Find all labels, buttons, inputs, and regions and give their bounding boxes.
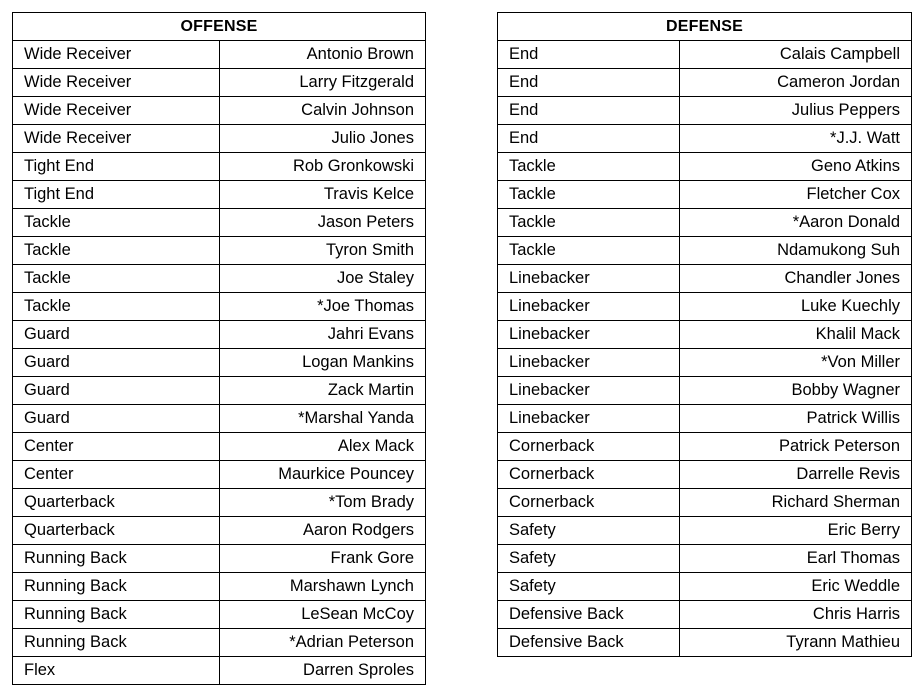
table-row (498, 97, 912, 125)
table-row (13, 153, 426, 181)
player-cell: *J.J. Watt (680, 125, 912, 153)
table-row (498, 489, 912, 517)
table-row (498, 153, 912, 181)
position-cell: End (498, 41, 680, 69)
position-cell: Defensive Back (498, 601, 680, 629)
table-row (498, 573, 912, 601)
position-cell: Linebacker (498, 377, 680, 405)
player-cell: LeSean McCoy (220, 601, 426, 629)
position-cell: Cornerback (498, 489, 680, 517)
player-cell: *Von Miller (680, 349, 912, 377)
table-row (498, 601, 912, 629)
table-row (13, 237, 426, 265)
table-row (498, 629, 912, 657)
table-row (13, 657, 426, 685)
table-row (13, 125, 426, 153)
player-cell: Jahri Evans (220, 321, 426, 349)
player-cell: Cameron Jordan (680, 69, 912, 97)
position-cell: End (498, 125, 680, 153)
table-row (13, 293, 426, 321)
player-cell: Patrick Peterson (680, 433, 912, 461)
player-cell: Jason Peters (220, 209, 426, 237)
table-row (13, 265, 426, 293)
table-row (498, 545, 912, 573)
position-cell: End (498, 97, 680, 125)
position-cell: Tackle (13, 265, 220, 293)
player-cell: Joe Staley (220, 265, 426, 293)
offense-header-row (13, 13, 426, 41)
player-cell: Frank Gore (220, 545, 426, 573)
position-cell: Safety (498, 517, 680, 545)
player-cell: Tyron Smith (220, 237, 426, 265)
position-cell: Wide Receiver (13, 125, 220, 153)
position-cell: Linebacker (498, 293, 680, 321)
position-cell: Tackle (498, 153, 680, 181)
player-cell: Julius Peppers (680, 97, 912, 125)
player-cell: *Tom Brady (220, 489, 426, 517)
player-cell: Chandler Jones (680, 265, 912, 293)
position-cell: Running Back (13, 573, 220, 601)
table-row (13, 69, 426, 97)
player-cell: Khalil Mack (680, 321, 912, 349)
player-cell: Chris Harris (680, 601, 912, 629)
position-cell: Tackle (13, 293, 220, 321)
position-cell: Flex (13, 657, 220, 685)
table-row (13, 97, 426, 125)
table-row (13, 433, 426, 461)
player-cell: Calvin Johnson (220, 97, 426, 125)
table-row (13, 573, 426, 601)
table-row (498, 433, 912, 461)
player-cell: Maurkice Pouncey (220, 461, 426, 489)
table-row (498, 321, 912, 349)
position-cell: Wide Receiver (13, 41, 220, 69)
table-row (13, 209, 426, 237)
table-row (498, 405, 912, 433)
table-row (498, 237, 912, 265)
position-cell: Wide Receiver (13, 97, 220, 125)
player-cell: *Aaron Donald (680, 209, 912, 237)
table-row (13, 377, 426, 405)
position-cell: Quarterback (13, 489, 220, 517)
table-row (498, 41, 912, 69)
player-cell: *Adrian Peterson (220, 629, 426, 657)
player-cell: Geno Atkins (680, 153, 912, 181)
table-row (498, 69, 912, 97)
position-cell: Tight End (13, 153, 220, 181)
player-cell: Marshawn Lynch (220, 573, 426, 601)
player-cell: Darrelle Revis (680, 461, 912, 489)
table-row (13, 321, 426, 349)
table-row (13, 181, 426, 209)
position-cell: End (498, 69, 680, 97)
position-cell: Tackle (13, 237, 220, 265)
position-cell: Wide Receiver (13, 69, 220, 97)
offense-table (12, 12, 426, 685)
player-cell: Luke Kuechly (680, 293, 912, 321)
position-cell: Guard (13, 349, 220, 377)
player-cell: Logan Mankins (220, 349, 426, 377)
player-cell: Eric Berry (680, 517, 912, 545)
position-cell: Guard (13, 321, 220, 349)
position-cell: Tackle (498, 181, 680, 209)
offense-title: OFFENSE (13, 13, 426, 41)
position-cell: Center (13, 461, 220, 489)
table-row (13, 517, 426, 545)
player-cell: Ndamukong Suh (680, 237, 912, 265)
player-cell: *Marshal Yanda (220, 405, 426, 433)
player-cell: Zack Martin (220, 377, 426, 405)
defense-header-row (498, 13, 912, 41)
table-row (498, 461, 912, 489)
table-row (498, 181, 912, 209)
player-cell: Calais Campbell (680, 41, 912, 69)
player-cell: Patrick Willis (680, 405, 912, 433)
position-cell: Linebacker (498, 349, 680, 377)
position-cell: Guard (13, 405, 220, 433)
table-row (498, 293, 912, 321)
table-row (498, 377, 912, 405)
defense-title: DEFENSE (498, 13, 912, 41)
position-cell: Tackle (498, 209, 680, 237)
player-cell: Larry Fitzgerald (220, 69, 426, 97)
position-cell: Center (13, 433, 220, 461)
player-cell: Earl Thomas (680, 545, 912, 573)
table-row (13, 41, 426, 69)
position-cell: Running Back (13, 545, 220, 573)
table-row (13, 489, 426, 517)
table-row (498, 349, 912, 377)
table-row (498, 517, 912, 545)
position-cell: Linebacker (498, 321, 680, 349)
position-cell: Safety (498, 545, 680, 573)
player-cell: *Joe Thomas (220, 293, 426, 321)
position-cell: Linebacker (498, 405, 680, 433)
position-cell: Quarterback (13, 517, 220, 545)
table-row (13, 461, 426, 489)
player-cell: Rob Gronkowski (220, 153, 426, 181)
player-cell: Richard Sherman (680, 489, 912, 517)
defense-rows (498, 41, 912, 657)
position-cell: Running Back (13, 629, 220, 657)
table-row (498, 209, 912, 237)
player-cell: Eric Weddle (680, 573, 912, 601)
position-cell: Cornerback (498, 433, 680, 461)
position-cell: Linebacker (498, 265, 680, 293)
position-cell: Tight End (13, 181, 220, 209)
table-row (13, 405, 426, 433)
position-cell: Running Back (13, 601, 220, 629)
position-cell: Tackle (13, 209, 220, 237)
player-cell: Alex Mack (220, 433, 426, 461)
table-row (13, 601, 426, 629)
table-row (498, 265, 912, 293)
player-cell: Fletcher Cox (680, 181, 912, 209)
position-cell: Cornerback (498, 461, 680, 489)
position-cell: Safety (498, 573, 680, 601)
position-cell: Defensive Back (498, 629, 680, 657)
position-cell: Tackle (498, 237, 680, 265)
table-row (13, 629, 426, 657)
defense-table (497, 12, 912, 657)
table-row (498, 125, 912, 153)
position-cell: Guard (13, 377, 220, 405)
player-cell: Aaron Rodgers (220, 517, 426, 545)
player-cell: Bobby Wagner (680, 377, 912, 405)
offense-rows (13, 41, 426, 685)
player-cell: Antonio Brown (220, 41, 426, 69)
player-cell: Travis Kelce (220, 181, 426, 209)
table-row (13, 545, 426, 573)
player-cell: Tyrann Mathieu (680, 629, 912, 657)
player-cell: Julio Jones (220, 125, 426, 153)
player-cell: Darren Sproles (220, 657, 426, 685)
table-row (13, 349, 426, 377)
